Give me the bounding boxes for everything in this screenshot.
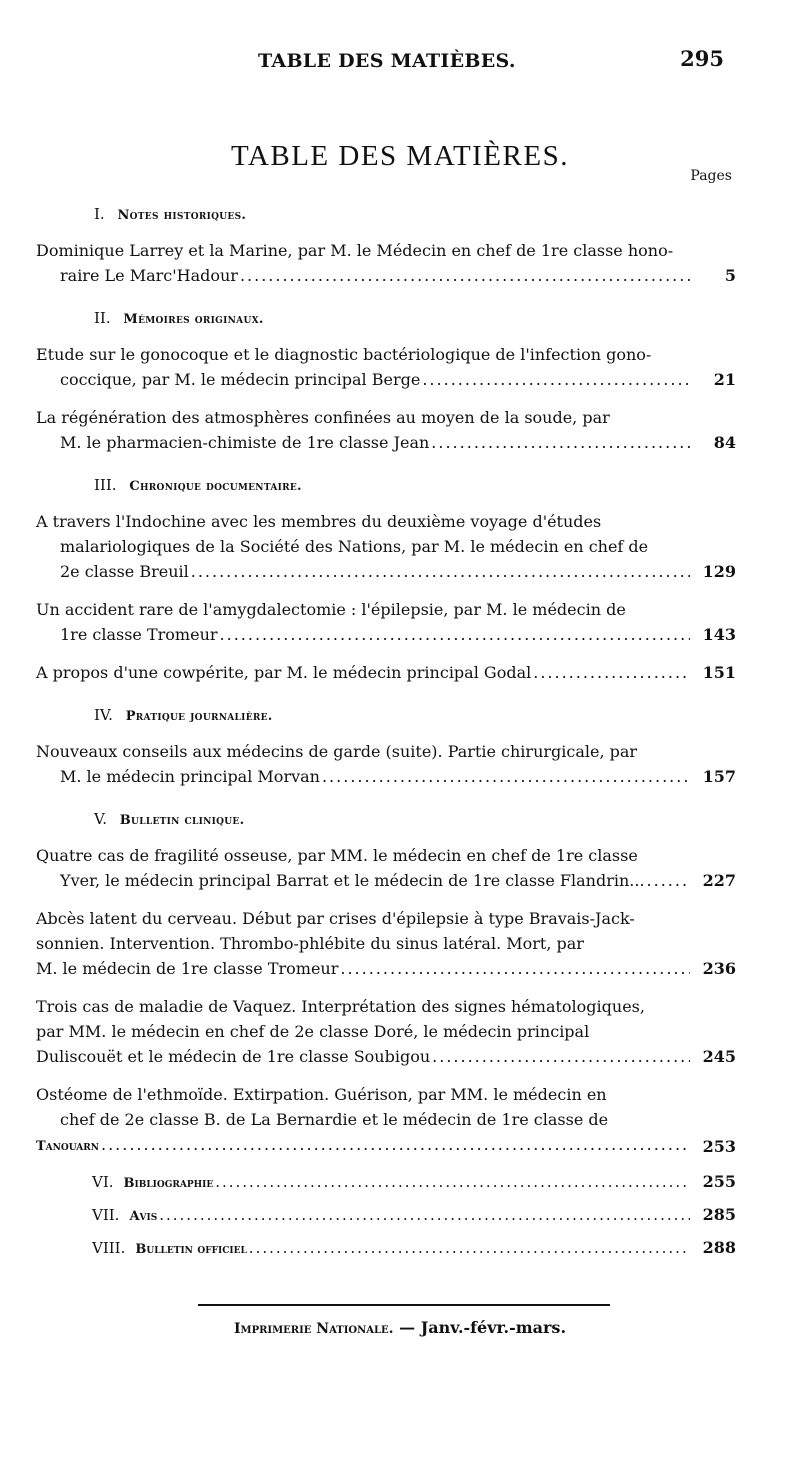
- toc-entry[interactable]: [36, 739, 736, 789]
- entry-author: raire Le Marc'Hadour: [60, 266, 238, 285]
- toc-entry[interactable]: [36, 597, 736, 647]
- entry-line: sonnien. Intervention. Thrombo-phlébite du sinus latéral. Mort, par: [36, 934, 584, 953]
- entry-line: Ostéome de l'ethmoïde. Extirpation. Guérison, par MM. le médecin en: [36, 1085, 607, 1104]
- section-numeral: VI.: [92, 1173, 114, 1191]
- entry-text: [36, 906, 690, 981]
- entry-last-line: [36, 956, 690, 981]
- entry-line: chef de 2e classe B. de La Bernardie et le médecin de 1re classe de: [60, 1110, 609, 1129]
- leader-dots: [240, 263, 690, 288]
- section-numeral: I.: [94, 205, 105, 223]
- entry-line: La régénération des atmosphères confinées au moyen de la soude, par: [36, 408, 610, 427]
- page-title: TABLE DES MATIÈRES.: [231, 140, 569, 172]
- toc-entry-avis[interactable]: [92, 1205, 736, 1224]
- entry-text: [36, 509, 690, 584]
- table-of-contents: [36, 205, 736, 1271]
- entry-text: [36, 405, 690, 455]
- entry-last-line: [36, 367, 690, 392]
- section-numeral: VII.: [92, 1206, 120, 1224]
- entry-line: Quatre cas de fragilité osseuse, par MM. le médecin en chef de 1re classe: [36, 846, 638, 865]
- entry-last-line: [36, 1132, 690, 1159]
- leader-dots: [422, 367, 690, 392]
- entry-last-line: [36, 1044, 690, 1069]
- entry-author: Duliscouët et le médecin de 1re classe Soubigou: [36, 1047, 431, 1066]
- entry-text: [36, 994, 690, 1069]
- section-label: Mémoires originaux.: [123, 312, 264, 327]
- leader-dots: [249, 1239, 690, 1257]
- entry-text: [36, 238, 690, 288]
- leader-dots: [432, 1044, 690, 1069]
- footer-date: Janv.-févr.-mars.: [420, 1318, 567, 1337]
- entry-text: [36, 1082, 690, 1159]
- toc-section: [36, 476, 736, 685]
- section-heading: [94, 205, 736, 225]
- entry-author: 1re classe Tromeur: [60, 625, 218, 644]
- entry-page-number: 236: [702, 959, 736, 978]
- section-label: Notes historiques.: [117, 208, 247, 223]
- toc-entry[interactable]: [36, 238, 736, 288]
- entry-author: M. le pharmacien-chimiste de 1re classe Jean: [60, 433, 430, 452]
- entry-last-line: [36, 764, 690, 789]
- toc-entry[interactable]: [36, 660, 736, 685]
- entry-page-number: 21: [713, 370, 736, 389]
- leader-dots: [647, 868, 690, 893]
- entry-text: [36, 342, 690, 392]
- page-number: 295: [680, 46, 724, 71]
- section-heading: [94, 810, 736, 830]
- entry-line: malariologiques de la Société des Nations, par M. le médecin en chef de: [60, 537, 649, 556]
- leader-dots: [215, 1173, 690, 1191]
- footer-separator: —: [399, 1318, 416, 1337]
- section-heading: [94, 706, 736, 726]
- toc-section: [36, 205, 736, 288]
- section-heading: [94, 476, 736, 496]
- entry-last-line: [36, 622, 690, 647]
- section-label: Bulletin clinique.: [119, 813, 245, 828]
- running-head: [0, 46, 800, 80]
- entry-last-line: [36, 559, 690, 584]
- entry-text: [36, 660, 690, 685]
- entry-line: Dominique Larrey et la Marine, par M. le Médecin en chef de 1re classe hono-: [36, 241, 674, 260]
- entry-last-line: [36, 263, 690, 288]
- entry-author: coccique, par M. le médecin principal Berge: [60, 370, 421, 389]
- toc-section: [36, 706, 736, 789]
- printer-name: Imprimerie Nationale.: [233, 1321, 394, 1337]
- section-numeral: V.: [94, 810, 107, 828]
- section-label: Bibliographie: [123, 1176, 214, 1191]
- toc-entry[interactable]: [36, 405, 736, 455]
- entry-page-number: 255: [702, 1172, 736, 1191]
- toc-entry-bibliographie[interactable]: [92, 1172, 736, 1191]
- toc-section: [36, 309, 736, 455]
- entry-author: M. le médecin de 1re classe Tromeur: [36, 959, 339, 978]
- entry-line: A travers l'Indochine avec les membres du deuxième voyage d'études: [36, 512, 602, 531]
- leader-dots: [533, 660, 690, 685]
- entry-page-number: 285: [702, 1205, 736, 1224]
- toc-entry[interactable]: [36, 906, 736, 981]
- entry-page-number: 143: [702, 625, 736, 644]
- leader-dots: [431, 430, 690, 455]
- entry-page-number: 245: [702, 1047, 736, 1066]
- entry-author: Yver, le médecin principal Barrat et le médecin de 1re classe Flandrin...: [60, 871, 645, 890]
- entry-author: M. le médecin principal Morvan: [60, 767, 320, 786]
- entry-page-number: 5: [724, 266, 736, 285]
- entry-text: [36, 739, 690, 789]
- entry-line: Abcès latent du cerveau. Début par crises d'épilepsie à type Bravais-Jack-: [36, 909, 635, 928]
- section-label: Bulletin officiel: [135, 1242, 247, 1257]
- entry-line: Trois cas de maladie de Vaquez. Interprétation des signes hématologiques,: [36, 997, 645, 1016]
- entry-text: [36, 597, 690, 647]
- section-label: Pratique journalière.: [125, 709, 273, 724]
- toc-entry[interactable]: [36, 1082, 736, 1159]
- toc-entry[interactable]: [36, 994, 736, 1069]
- footer-rule: [198, 1304, 610, 1306]
- entry-last-line: [36, 660, 690, 685]
- entry-page-number: 288: [702, 1238, 736, 1257]
- pages-column-label: Pages: [690, 168, 732, 184]
- entry-line: Nouveaux conseils aux médecins de garde (suite). Partie chirurgicale, par: [36, 742, 638, 761]
- toc-entry[interactable]: [36, 843, 736, 893]
- section-label: Avis: [129, 1209, 158, 1224]
- leader-dots: [220, 622, 690, 647]
- leader-dots: [159, 1206, 690, 1224]
- entry-author: 2e classe Breuil: [60, 562, 189, 581]
- section-numeral: IV.: [94, 706, 113, 724]
- toc-entry[interactable]: [36, 509, 736, 584]
- toc-entry[interactable]: [36, 342, 736, 392]
- section-heading: [94, 309, 736, 329]
- leader-dots: [340, 956, 690, 981]
- entry-line: Etude sur le gonocoque et le diagnostic bactériologique de l'infection gono-: [36, 345, 652, 364]
- entry-text: [36, 843, 690, 893]
- toc-entry-bulletin-officiel[interactable]: [92, 1238, 736, 1257]
- section-label: Chronique documentaire.: [129, 479, 302, 494]
- entry-line: Un accident rare de l'amygdalectomie : l'épilepsie, par M. le médecin de: [36, 600, 626, 619]
- entry-page-number: 84: [713, 433, 736, 452]
- entry-page-number: 227: [702, 871, 736, 890]
- section-numeral: VIII.: [92, 1239, 126, 1257]
- entry-last-line: [36, 430, 690, 455]
- entry-author: A propos d'une cowpérite, par M. le médecin principal Godal: [36, 663, 532, 682]
- leader-dots: [322, 764, 690, 789]
- section-numeral: II.: [94, 309, 111, 327]
- entry-page-number: 157: [702, 767, 736, 786]
- entry-page-number: 129: [702, 562, 736, 581]
- entry-line: par MM. le médecin en chef de 2e classe Doré, le médecin principal: [36, 1022, 590, 1041]
- printer-footer: [0, 1318, 800, 1337]
- entry-author: Tanouarn: [36, 1139, 99, 1154]
- toc-section: [36, 810, 736, 1159]
- section-numeral: III.: [94, 476, 117, 494]
- running-title: TABLE DES MATIÈBES.: [258, 50, 516, 72]
- leader-dots: [101, 1132, 690, 1157]
- entry-last-line: [36, 868, 690, 893]
- entry-page-number: 253: [702, 1137, 736, 1156]
- leader-dots: [191, 559, 690, 584]
- entry-page-number: 151: [702, 663, 736, 682]
